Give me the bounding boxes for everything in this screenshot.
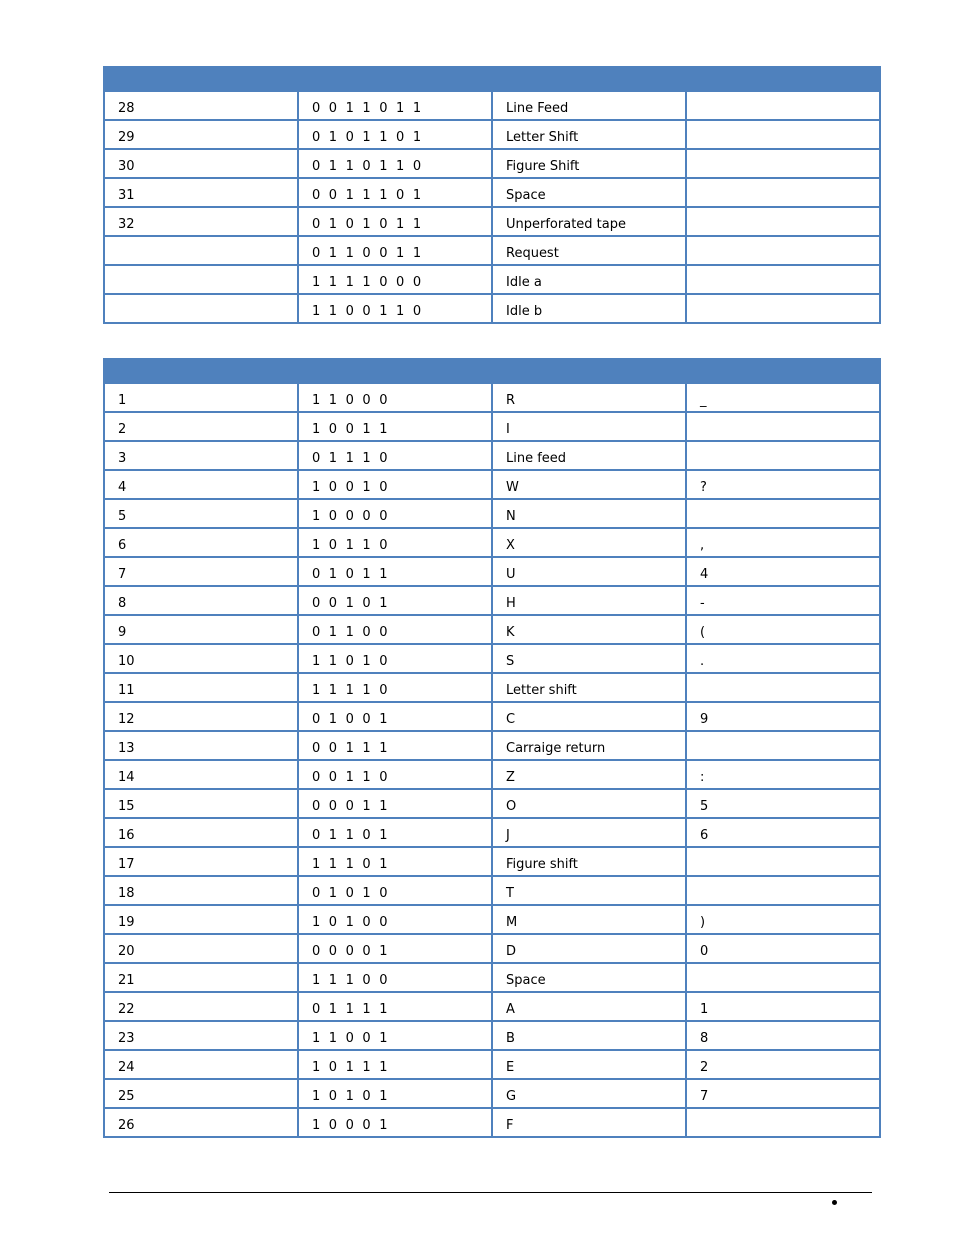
code-bits-cell: 0 1 0 1 1 0 1	[298, 120, 492, 149]
code-bits-cell: 0 1 1 0 1	[298, 818, 492, 847]
figure-cell: 2	[686, 1050, 880, 1079]
table-row	[104, 120, 880, 149]
row-number-cell: 29	[104, 120, 298, 149]
code-bits-cell: 0 1 1 1 0	[298, 441, 492, 470]
figure-cell: 5	[686, 789, 880, 818]
meaning-cell: F	[492, 1108, 686, 1137]
table-row	[104, 615, 880, 644]
header-cell	[686, 359, 880, 383]
figure-cell	[686, 236, 880, 265]
row-number-cell: 12	[104, 702, 298, 731]
row-number-cell: 30	[104, 149, 298, 178]
code-bits-cell: 1 0 1 0 1	[298, 1079, 492, 1108]
figure-cell	[686, 120, 880, 149]
row-number-cell: 2	[104, 412, 298, 441]
code-table-bottom	[103, 358, 881, 1138]
meaning-cell: H	[492, 586, 686, 615]
row-number-cell: 10	[104, 644, 298, 673]
code-bits-cell: 1 0 1 1 1	[298, 1050, 492, 1079]
row-number-cell	[104, 294, 298, 323]
header-cell	[104, 359, 298, 383]
row-number-cell: 15	[104, 789, 298, 818]
table-row	[104, 673, 880, 702]
meaning-cell: K	[492, 615, 686, 644]
meaning-cell: Letter shift	[492, 673, 686, 702]
header-cell	[686, 67, 880, 91]
figure-cell	[686, 847, 880, 876]
table-row	[104, 876, 880, 905]
meaning-cell: X	[492, 528, 686, 557]
meaning-cell: M	[492, 905, 686, 934]
figure-cell: 4	[686, 557, 880, 586]
meaning-cell: N	[492, 499, 686, 528]
meaning-cell: Z	[492, 760, 686, 789]
table-row	[104, 992, 880, 1021]
meaning-cell: Carraige return	[492, 731, 686, 760]
figure-cell	[686, 731, 880, 760]
code-bits-cell: 0 0 1 1 1	[298, 731, 492, 760]
table-row	[104, 265, 880, 294]
table-row	[104, 528, 880, 557]
row-number-cell: 9	[104, 615, 298, 644]
figure-cell	[686, 294, 880, 323]
header-cell	[298, 67, 492, 91]
row-number-cell: 25	[104, 1079, 298, 1108]
row-number-cell: 20	[104, 934, 298, 963]
figure-cell: 1	[686, 992, 880, 1021]
code-bits-cell: 1 1 0 0 0	[298, 383, 492, 412]
code-bits-cell: 0 0 1 1 0	[298, 760, 492, 789]
code-bits-cell: 1 1 0 0 1 1 0	[298, 294, 492, 323]
figure-cell: ,	[686, 528, 880, 557]
figure-cell	[686, 963, 880, 992]
code-bits-cell: 1 1 1 0 1	[298, 847, 492, 876]
table-row	[104, 934, 880, 963]
row-number-cell	[104, 265, 298, 294]
meaning-cell: O	[492, 789, 686, 818]
figure-cell: ?	[686, 470, 880, 499]
figure-cell: )	[686, 905, 880, 934]
figure-cell: 0	[686, 934, 880, 963]
code-bits-cell: 0 0 1 0 1	[298, 586, 492, 615]
table-row	[104, 818, 880, 847]
meaning-cell: Space	[492, 963, 686, 992]
code-bits-cell: 1 1 0 1 0	[298, 644, 492, 673]
figure-cell: .	[686, 644, 880, 673]
meaning-cell: Unperforated tape	[492, 207, 686, 236]
table-row	[104, 207, 880, 236]
row-number-cell: 14	[104, 760, 298, 789]
code-table-bottom-body	[104, 359, 880, 1137]
figure-cell	[686, 207, 880, 236]
figure-cell	[686, 441, 880, 470]
row-number-cell: 21	[104, 963, 298, 992]
code-table-top-body	[104, 67, 880, 323]
code-bits-cell: 0 0 0 1 1	[298, 789, 492, 818]
meaning-cell: Figure Shift	[492, 149, 686, 178]
code-bits-cell: 0 1 1 0 0	[298, 615, 492, 644]
meaning-cell: U	[492, 557, 686, 586]
table-row	[104, 702, 880, 731]
table-row	[104, 412, 880, 441]
figure-cell: 8	[686, 1021, 880, 1050]
code-bits-cell: 0 1 1 1 1	[298, 992, 492, 1021]
figure-cell	[686, 412, 880, 441]
table-row	[104, 789, 880, 818]
meaning-cell: R	[492, 383, 686, 412]
figure-cell	[686, 265, 880, 294]
row-number-cell: 19	[104, 905, 298, 934]
row-number-cell: 17	[104, 847, 298, 876]
row-number-cell: 23	[104, 1021, 298, 1050]
meaning-cell: J	[492, 818, 686, 847]
row-number-cell: 1	[104, 383, 298, 412]
meaning-cell: W	[492, 470, 686, 499]
meaning-cell: S	[492, 644, 686, 673]
row-number-cell: 31	[104, 178, 298, 207]
table-row	[104, 91, 880, 120]
row-number-cell: 4	[104, 470, 298, 499]
code-bits-cell: 1 1 1 1 0	[298, 673, 492, 702]
code-bits-cell: 0 1 0 1 1	[298, 557, 492, 586]
meaning-cell: Letter Shift	[492, 120, 686, 149]
row-number-cell: 32	[104, 207, 298, 236]
code-table-top	[103, 66, 881, 324]
table-row	[104, 1050, 880, 1079]
code-bits-cell: 1 1 1 1 0 0 0	[298, 265, 492, 294]
row-number-cell: 6	[104, 528, 298, 557]
figure-cell	[686, 178, 880, 207]
code-bits-cell: 1 0 0 1 0	[298, 470, 492, 499]
figure-cell	[686, 876, 880, 905]
table-row	[104, 441, 880, 470]
row-number-cell: 22	[104, 992, 298, 1021]
header-cell	[492, 67, 686, 91]
header-cell	[492, 359, 686, 383]
footer-rule	[109, 1192, 872, 1193]
row-number-cell	[104, 236, 298, 265]
row-number-cell: 5	[104, 499, 298, 528]
row-number-cell: 24	[104, 1050, 298, 1079]
row-number-cell: 8	[104, 586, 298, 615]
code-bits-cell: 1 1 0 0 1	[298, 1021, 492, 1050]
meaning-cell: Line feed	[492, 441, 686, 470]
figure-cell: (	[686, 615, 880, 644]
code-bits-cell: 0 0 0 0 1	[298, 934, 492, 963]
code-bits-cell: 0 1 0 0 1	[298, 702, 492, 731]
meaning-cell: Request	[492, 236, 686, 265]
row-number-cell: 26	[104, 1108, 298, 1137]
code-bits-cell: 0 1 1 0 1 1 0	[298, 149, 492, 178]
figure-cell	[686, 1108, 880, 1137]
meaning-cell: C	[492, 702, 686, 731]
figure-cell: _	[686, 383, 880, 412]
row-number-cell: 28	[104, 91, 298, 120]
meaning-cell: Idle a	[492, 265, 686, 294]
meaning-cell: A	[492, 992, 686, 1021]
row-number-cell: 7	[104, 557, 298, 586]
code-bits-cell: 1 0 0 0 0	[298, 499, 492, 528]
figure-cell	[686, 91, 880, 120]
header-cell	[298, 359, 492, 383]
table-row	[104, 905, 880, 934]
figure-cell: :	[686, 760, 880, 789]
meaning-cell: Idle b	[492, 294, 686, 323]
code-bits-cell: 1 0 0 1 1	[298, 412, 492, 441]
table-row	[104, 1079, 880, 1108]
table-row	[104, 1021, 880, 1050]
code-bits-cell: 1 0 1 1 0	[298, 528, 492, 557]
table-row	[104, 178, 880, 207]
meaning-cell: T	[492, 876, 686, 905]
figure-cell: -	[686, 586, 880, 615]
code-bits-cell: 0 1 0 1 0 1 1	[298, 207, 492, 236]
table-row	[104, 1108, 880, 1137]
table-row	[104, 557, 880, 586]
table-header-row	[104, 67, 880, 91]
code-bits-cell: 0 1 1 0 0 1 1	[298, 236, 492, 265]
meaning-cell: Line Feed	[492, 91, 686, 120]
figure-cell	[686, 149, 880, 178]
table-row	[104, 470, 880, 499]
table-header-row	[104, 359, 880, 383]
table-row	[104, 586, 880, 615]
code-bits-cell: 0 1 0 1 0	[298, 876, 492, 905]
figure-cell: 6	[686, 818, 880, 847]
meaning-cell: Space	[492, 178, 686, 207]
meaning-cell: D	[492, 934, 686, 963]
meaning-cell: G	[492, 1079, 686, 1108]
code-bits-cell: 0 0 1 1 0 1 1	[298, 91, 492, 120]
table-row	[104, 499, 880, 528]
code-bits-cell: 1 0 1 0 0	[298, 905, 492, 934]
figure-cell: 7	[686, 1079, 880, 1108]
meaning-cell: Figure shift	[492, 847, 686, 876]
row-number-cell: 11	[104, 673, 298, 702]
meaning-cell: E	[492, 1050, 686, 1079]
table-row	[104, 644, 880, 673]
footer-bullet-icon	[832, 1200, 837, 1205]
table-row	[104, 294, 880, 323]
row-number-cell: 3	[104, 441, 298, 470]
figure-cell	[686, 673, 880, 702]
table-row	[104, 731, 880, 760]
row-number-cell: 16	[104, 818, 298, 847]
meaning-cell: B	[492, 1021, 686, 1050]
row-number-cell: 18	[104, 876, 298, 905]
table-row	[104, 760, 880, 789]
header-cell	[104, 67, 298, 91]
figure-cell: 9	[686, 702, 880, 731]
table-row	[104, 383, 880, 412]
table-row	[104, 847, 880, 876]
table-row	[104, 149, 880, 178]
code-bits-cell: 1 1 1 0 0	[298, 963, 492, 992]
meaning-cell: I	[492, 412, 686, 441]
table-row	[104, 236, 880, 265]
code-bits-cell: 0 0 1 1 1 0 1	[298, 178, 492, 207]
row-number-cell: 13	[104, 731, 298, 760]
code-bits-cell: 1 0 0 0 1	[298, 1108, 492, 1137]
table-row	[104, 963, 880, 992]
figure-cell	[686, 499, 880, 528]
